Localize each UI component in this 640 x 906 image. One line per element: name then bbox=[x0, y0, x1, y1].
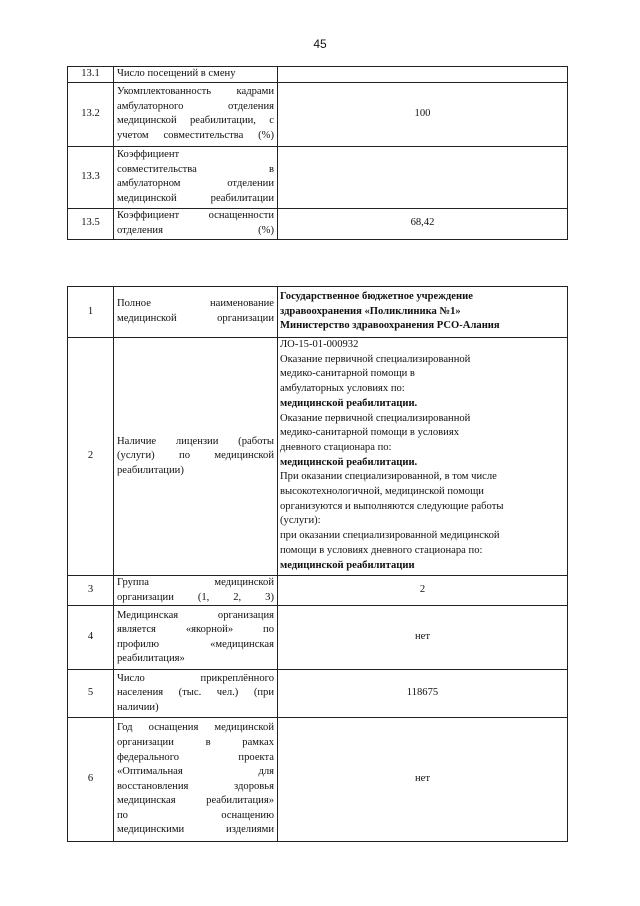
table-row bbox=[68, 606, 568, 670]
label-line: Год оснащения медицинской bbox=[117, 722, 274, 734]
row-label bbox=[114, 718, 278, 842]
table-row bbox=[68, 146, 568, 208]
license-line: Оказание первичной специализированной bbox=[280, 353, 471, 365]
license-line: при оказании специализированной медицинской bbox=[280, 530, 500, 542]
table-row bbox=[68, 208, 568, 239]
label-line: отделения (%) bbox=[117, 224, 274, 236]
label-line: медицинской реабилитации bbox=[117, 192, 274, 204]
license-line: медико-санитарной помощи в условиях bbox=[280, 427, 459, 439]
license-line: ЛО-15-01-000932 bbox=[280, 339, 359, 350]
license-line: (услуги): bbox=[280, 515, 321, 527]
label-line: Число посещений в смену bbox=[117, 68, 236, 79]
label-line: восстановления здоровья bbox=[117, 780, 274, 792]
label-line: Коэффициент оснащенности bbox=[117, 210, 274, 221]
license-line-bold: медицинской реабилитации bbox=[280, 559, 415, 571]
row-value: нет bbox=[278, 718, 568, 842]
label-line: амбулаторном отделении bbox=[117, 178, 274, 190]
table-row bbox=[68, 338, 568, 576]
row-number: 2 bbox=[68, 338, 114, 576]
row-number: 1 bbox=[68, 287, 114, 338]
organization-name bbox=[278, 287, 568, 338]
label-line: Группа медицинской bbox=[117, 577, 274, 588]
row-label bbox=[114, 146, 278, 208]
row-value: 118675 bbox=[278, 670, 568, 718]
row-value bbox=[278, 146, 568, 208]
label-line: реабилитации) bbox=[117, 464, 184, 476]
row-number: 4 bbox=[68, 606, 114, 670]
label-line: медицинскими изделиями bbox=[117, 824, 274, 836]
row-label bbox=[114, 208, 278, 239]
license-line: Оказание первичной специализированной bbox=[280, 412, 471, 424]
label-line: населения (тыс. чел.) (при bbox=[117, 687, 274, 699]
label-line: (услуги) по медицинской bbox=[117, 450, 274, 462]
value-line: Государственное бюджетное учреждение bbox=[280, 291, 473, 303]
license-line: амбулаторных условиях по: bbox=[280, 383, 405, 395]
table-row bbox=[68, 67, 568, 83]
value-line: здравоохранения «Поликлиника №1» bbox=[280, 305, 461, 317]
license-line: медико-санитарной помощи в bbox=[280, 368, 415, 380]
row-value: 68,42 bbox=[278, 208, 568, 239]
row-number: 5 bbox=[68, 670, 114, 718]
label-line: профилю «медицинская bbox=[117, 638, 274, 650]
row-label bbox=[114, 576, 278, 606]
table-row bbox=[68, 718, 568, 842]
label-line: Число прикреплённого bbox=[117, 672, 274, 684]
row-number: 13.2 bbox=[68, 82, 114, 146]
label-line: Укомплектованность кадрами bbox=[117, 85, 274, 97]
label-line: является «якорной» по bbox=[117, 624, 274, 636]
row-label bbox=[114, 338, 278, 576]
row-number: 13.1 bbox=[68, 67, 114, 83]
label-line: реабилитация» bbox=[117, 653, 185, 665]
label-line: Наличие лицензии (работы bbox=[117, 435, 274, 447]
license-line: дневного стационара по: bbox=[280, 441, 392, 453]
row-number: 13.3 bbox=[68, 146, 114, 208]
license-line: При оказании специализированной, в том числе bbox=[280, 471, 497, 483]
label-line: амбулаторного отделения bbox=[117, 100, 274, 112]
label-line: федерального проекта bbox=[117, 751, 274, 763]
label-line: «Оптимальная для bbox=[117, 766, 274, 778]
label-line: медицинской реабилитации, с bbox=[117, 115, 274, 127]
license-line: высокотехнологичной, медицинской помощи bbox=[280, 486, 484, 498]
label-line: наличии) bbox=[117, 701, 159, 713]
row-label bbox=[114, 287, 278, 338]
label-line: Коэффициент bbox=[117, 148, 180, 160]
license-line: помощи в условиях дневного стационара по: bbox=[280, 544, 483, 556]
row-value: 2 bbox=[278, 576, 568, 606]
table-row bbox=[68, 287, 568, 338]
page-number: 45 bbox=[313, 37, 327, 51]
label-line: по оснащению bbox=[117, 809, 274, 821]
license-line-bold: медицинской реабилитации. bbox=[280, 456, 418, 468]
label-line: совместительства в bbox=[117, 163, 274, 175]
label-line: организации (1, 2, 3) bbox=[117, 591, 274, 603]
row-label bbox=[114, 670, 278, 718]
row-number: 3 bbox=[68, 576, 114, 606]
label-line: Полное наименование bbox=[117, 298, 274, 310]
label-line: организации в рамках bbox=[117, 736, 274, 748]
organization-table bbox=[67, 286, 568, 842]
row-value: 100 bbox=[278, 82, 568, 146]
table-row bbox=[68, 576, 568, 606]
row-label bbox=[114, 67, 278, 83]
label-line: Медицинская организация bbox=[117, 609, 274, 621]
table-row bbox=[68, 82, 568, 146]
label-line: медицинской организации bbox=[117, 313, 274, 324]
label-line: учетом совместительства (%) bbox=[117, 129, 274, 141]
value-line: Министерство здравоохранения РСО-Алания bbox=[280, 320, 500, 332]
row-value: нет bbox=[278, 606, 568, 670]
license-line-bold: медицинской реабилитации. bbox=[280, 397, 418, 409]
table-row bbox=[68, 670, 568, 718]
license-line: организуются и выполняются следующие работы bbox=[280, 500, 504, 512]
row-number: 13.5 bbox=[68, 208, 114, 239]
row-label bbox=[114, 606, 278, 670]
label-line: медицинская реабилитация» bbox=[117, 795, 274, 807]
row-number: 6 bbox=[68, 718, 114, 842]
indicators-table bbox=[67, 66, 568, 240]
row-value bbox=[278, 67, 568, 83]
license-details bbox=[278, 338, 568, 576]
row-label bbox=[114, 82, 278, 146]
